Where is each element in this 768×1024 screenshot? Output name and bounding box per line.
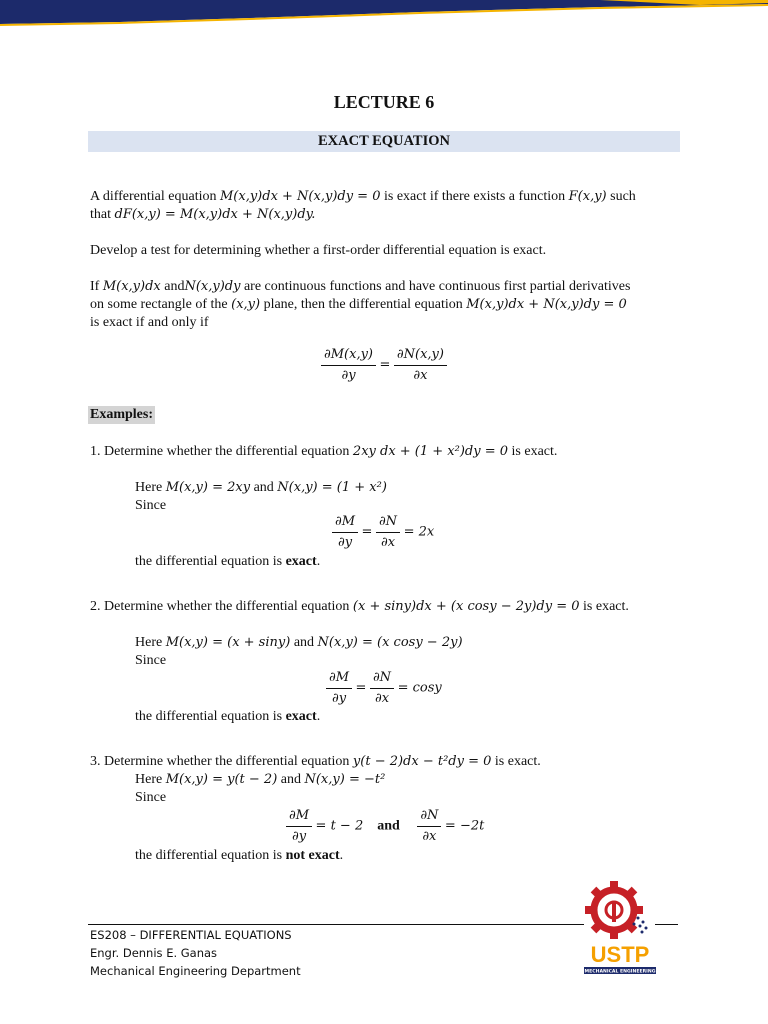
example-3-derivatives: $\frac{\partial M}{\partial y}$ = t − 2 and $\frac{\partial N}{\partial x}$ = −2t [286,807,586,846]
example-1-question: 1. Determine whether the differential equation 2xy dx + (1 + x²)dy = 0 is exact. [90,444,558,459]
example-3-conclusion: the differential equation is not exact. [135,848,344,863]
condition-paragraph: If M(x,y)dx andN(x,y)dy are continuous functions and have continuous first partial derivatives on some rectangle of the (x,y) plane, then the differential equation M(x,y)dx + N(x,y)dy = 0 is exact if and only if [90,279,631,330]
example-1-here: Here M(x,y) = 2xy and N(x,y) = (1 + x²) Since [135,480,387,513]
example-3-here: Here M(x,y) = y(t − 2) and N(x,y) = −t² Since [135,772,386,805]
gear-icon [578,880,662,976]
page-title: LECTURE 6 [333,92,435,112]
test-sentence: Develop a test for determining whether a first-order differential equation is exact. [90,243,547,258]
footer-divider [88,924,584,925]
example-2-derivatives: $\frac{\partial M}{\partial y}$ = $\frac{\partial N}{\partial x}$ = cosy [326,669,546,708]
example-3-question: 3. Determine whether the differential equation y(t − 2)dx − t²dy = 0 is exact. [90,754,541,769]
example-2-question: 2. Determine whether the differential equation (x + siny)dx + (x cosy − 2y)dy = 0 is exact. [90,599,629,614]
intro-paragraph: A differential equation M(x,y)dx + N(x,y)dy = 0 is exact if there exists a function F(x,y) such that dF(x,y) = M(x,y)dx + N(x,y)dy. [90,189,636,222]
exactness-condition: $\frac{\partial M(x,y)}{\partial y}$ = $\frac{\partial N(x,y)}{\partial x}$ [0,346,768,385]
example-1-conclusion: the differential equation is exact. [135,554,321,569]
example-1-derivatives: $\frac{\partial M}{\partial y}$ = $\frac{\partial N}{\partial x}$ = 2x [332,513,532,552]
svg-text:USTP: USTP [590,942,650,967]
example-2-conclusion: the differential equation is exact. [135,709,321,724]
footer-instructor: Engr. Dennis E. Ganas [90,946,218,960]
examples-label: Examples: [90,407,153,422]
top-banner [0,0,768,26]
footer-course: ES208 – DIFFERENTIAL EQUATIONS [90,928,292,942]
footer-department: Mechanical Engineering Department [90,964,301,978]
example-2-here: Here M(x,y) = (x + siny) and N(x,y) = (x cosy − 2y) Since [135,635,463,668]
ustp-logo [578,880,662,976]
svg-text:MECHANICAL ENGINEERING: MECHANICAL ENGINEERING [584,969,656,975]
section-heading: EXACT EQUATION [88,131,680,152]
